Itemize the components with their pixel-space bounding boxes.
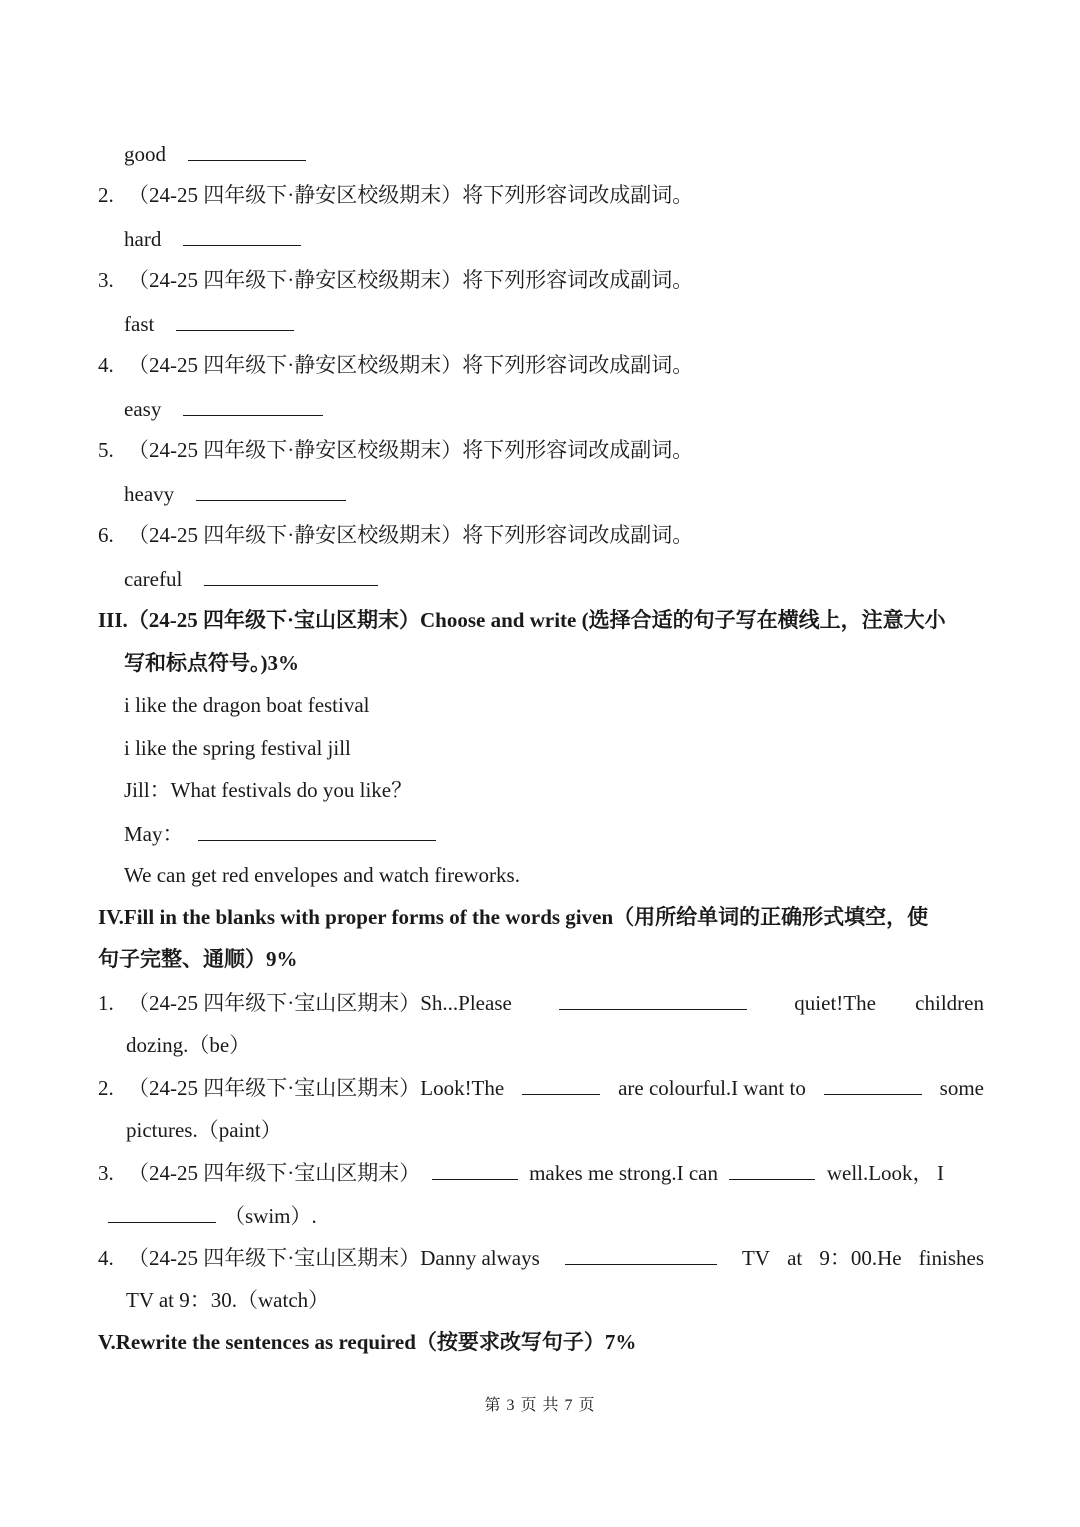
answer-blank[interactable]	[108, 1200, 216, 1223]
question-3	[98, 265, 984, 295]
question-text: TV	[741, 1246, 770, 1270]
fill-question-4-cont: TV at 9：30.（watch）	[126, 1288, 330, 1312]
question-number: 6.	[98, 523, 114, 547]
question-text: well.Look，	[826, 1161, 934, 1185]
section-5-heading: V.Rewrite the sentences as required（按要求改写句子）7%	[98, 1330, 637, 1354]
question-prompt: （24-25 四年级下·静安区校级期末）将下列形容词改成副词。	[128, 438, 694, 462]
q4-word: easy	[124, 397, 162, 421]
answer-blank[interactable]	[824, 1072, 922, 1095]
question-prompt: （24-25 四年级下·宝山区期末）Danny always	[128, 1246, 540, 1270]
dialog-may	[124, 818, 984, 849]
question-number: 2.	[98, 1076, 114, 1100]
q2-word: hard	[124, 227, 162, 251]
question-text: makes me strong.I can	[529, 1161, 719, 1185]
speaker-may: May：	[124, 822, 184, 846]
answer-blank[interactable]	[204, 563, 378, 586]
question-number: 4.	[98, 1246, 114, 1270]
question-prompt: （24-25 四年级下·静安区校级期末）将下列形容词改成副词。	[128, 523, 694, 547]
section-3-heading: III.（24-25 四年级下·宝山区期末）Choose and write (选择合适的句子写在横线上，注意大小	[98, 608, 946, 632]
question-text: children	[915, 991, 984, 1015]
fill-question-1	[98, 987, 984, 1018]
answer-blank[interactable]	[183, 393, 323, 416]
answer-blank[interactable]	[432, 1157, 518, 1180]
option-2: i like the spring festival jill	[124, 736, 351, 760]
fill-question-2-cont: pictures.（paint）	[126, 1118, 282, 1142]
fill-question-1-cont: dozing.（be）	[126, 1033, 251, 1057]
q3-word: fast	[124, 312, 155, 336]
answer-blank[interactable]	[183, 223, 301, 246]
q6-word-line	[124, 563, 984, 594]
fill-question-4	[98, 1242, 984, 1273]
q4-word-line	[124, 393, 984, 424]
question-prompt: （24-25 四年级下·宝山区期末）Sh...Please	[128, 991, 512, 1015]
question-hint: （swim）.	[224, 1204, 317, 1228]
q5-word: heavy	[124, 482, 175, 506]
question-6	[98, 520, 984, 550]
question-prompt: （24-25 四年级下·静安区校级期末）将下列形容词改成副词。	[128, 353, 694, 377]
q2-word-line	[124, 223, 984, 254]
section-4-heading-cont: 句子完整、通顺）9%	[98, 947, 298, 971]
question-text: finishes	[918, 1246, 984, 1270]
question-prompt: （24-25 四年级下·宝山区期末）	[128, 1161, 421, 1185]
question-prompt: （24-25 四年级下·静安区校级期末）将下列形容词改成副词。	[128, 183, 694, 207]
question-text: some	[939, 1076, 984, 1100]
dialog-end: We can get red envelopes and watch fireworks.	[124, 863, 520, 887]
section-4-heading: IV.Fill in the blanks with proper forms of the words given（用所给单词的正确形式填空，使	[98, 905, 929, 929]
q1-word: good	[124, 142, 166, 166]
answer-blank[interactable]	[565, 1242, 717, 1265]
answer-blank[interactable]	[522, 1072, 600, 1095]
question-prompt: （24-25 四年级下·静安区校级期末）将下列形容词改成副词。	[128, 268, 694, 292]
answer-blank[interactable]	[198, 818, 436, 841]
question-2	[98, 180, 984, 210]
answer-blank[interactable]	[729, 1157, 815, 1180]
question-4	[98, 350, 984, 380]
answer-blank[interactable]	[188, 138, 306, 161]
question-number: 3.	[98, 268, 114, 292]
question-5	[98, 435, 984, 465]
question-text: quiet!The	[794, 991, 876, 1015]
question-prompt: （24-25 四年级下·宝山区期末）Look!The	[128, 1076, 505, 1100]
q6-word: careful	[124, 567, 183, 591]
dialog-jill: Jill：What festivals do you like？	[124, 778, 413, 802]
option-1: i like the dragon boat festival	[124, 693, 370, 717]
section-3-heading-cont: 写和标点符号。)3%	[124, 651, 299, 675]
page-footer: 第 3 页 共 7 页	[484, 1397, 596, 1414]
q1-word-line	[124, 138, 984, 169]
q3-word-line	[124, 308, 984, 339]
answer-blank[interactable]	[176, 308, 294, 331]
fill-question-3	[98, 1157, 944, 1188]
question-number: 3.	[98, 1161, 114, 1185]
fill-question-2	[98, 1072, 984, 1103]
question-text: are colourful.I want to	[618, 1076, 806, 1100]
question-text: I	[936, 1161, 944, 1185]
question-number: 4.	[98, 353, 114, 377]
question-number: 5.	[98, 438, 114, 462]
answer-blank[interactable]	[196, 478, 346, 501]
q5-word-line	[124, 478, 984, 509]
answer-blank[interactable]	[559, 987, 747, 1010]
question-number: 2.	[98, 183, 114, 207]
question-number: 1.	[98, 991, 114, 1015]
question-text: 9：00.He	[819, 1246, 902, 1270]
question-text: at	[787, 1246, 803, 1270]
fill-question-3-cont	[108, 1200, 984, 1231]
